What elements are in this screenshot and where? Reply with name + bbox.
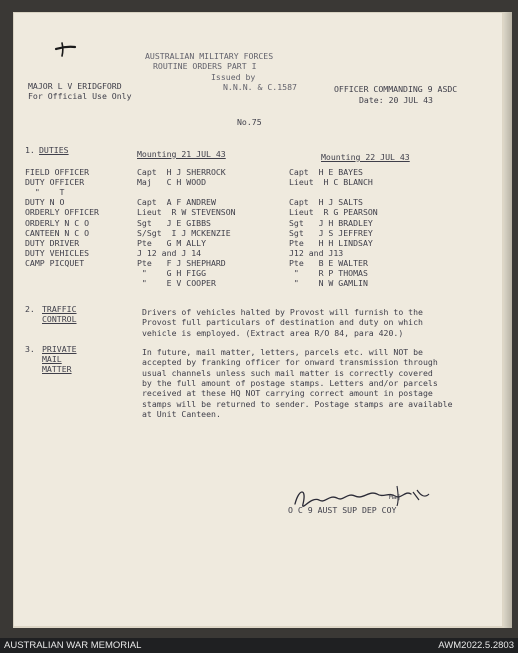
duty-label: DUTY N O: [25, 197, 65, 208]
body-text-line: at Unit Canteen.: [142, 408, 221, 419]
mounting-1-entry: Sgt J E GIBBS: [137, 217, 211, 228]
archive-footer: [0, 638, 518, 653]
mounting-2-entry: Lieut H C BLANCH: [289, 177, 373, 188]
mounting-heading-1: Mounting 21 JUL 43: [137, 149, 226, 159]
archive-reference: AWM2022.5.2803: [438, 640, 514, 651]
mounting-1-entry: Capt H J SHERROCK: [137, 167, 226, 177]
mounting-1-entry: Capt A F ANDREW: [137, 197, 216, 208]
body-text-line: Provost full particulars of destination and duty on which: [142, 317, 423, 328]
mounting-1-entry: Lieut R W STEVENSON: [137, 207, 236, 218]
commanding-officer: OFFICER COMMANDING 9 ASDC: [334, 84, 458, 94]
title-line-1: AUSTRALIAN MILITARY FORCES: [145, 51, 274, 61]
mounting-2-entry: " N W GAMLIN: [289, 278, 368, 289]
section-3-heading-line-2: MAIL: [42, 354, 62, 364]
document-page: [13, 12, 504, 628]
mounting-1-entry: " G H FIGG: [137, 268, 207, 278]
body-text-line: In future, mail matter, letters, parcels etc. will NOT be: [142, 347, 423, 357]
duty-label: DUTY DRIVER: [25, 237, 80, 248]
section-3-heading-line-1: PRIVATE: [42, 344, 77, 354]
reference-number: N.N.N. & C.1587: [223, 82, 297, 92]
mounting-2-entry: Sgt J H BRADLEY: [289, 217, 373, 228]
handwritten-mark: [53, 40, 79, 58]
body-text-line: vehicle is employed. (Extract area R/O 84, para 420.): [142, 327, 404, 338]
issuer-name: MAJOR L V ERIDGFORD: [28, 81, 122, 91]
mounting-2-entry: Sgt J S JEFFREY: [289, 227, 373, 238]
mounting-1-entry: " E V COOPER: [137, 278, 216, 289]
duty-label: ORDERLY OFFICER: [25, 207, 99, 218]
mounting-1-entry: Pte F J SHEPHARD: [137, 257, 226, 268]
archive-name: AUSTRALIAN WAR MEMORIAL: [4, 640, 142, 651]
duty-label: CAMP PICQUET: [25, 257, 85, 268]
mounting-1-entry: Pte G M ALLY: [137, 237, 207, 248]
signature-block: O C 9 AUST SUP DEP COY: [288, 505, 397, 515]
mounting-2-entry: Pte H H LINDSAY: [289, 237, 373, 248]
mounting-1-entry: Maj C H WOOD: [137, 177, 207, 188]
official-use: For Official Use Only: [28, 91, 132, 101]
body-text-line: received at these HQ NOT carrying correct amount in postage: [142, 388, 433, 399]
mounting-2-entry: Capt H J SALTS: [289, 197, 363, 208]
duties-heading: DUTIES: [39, 145, 69, 155]
mounting-2-entry: Pte B E WALTER: [289, 257, 368, 268]
mounting-2-entry: Capt H E BAYES: [289, 167, 363, 177]
title-line-2: ROUTINE ORDERS PART I: [153, 61, 257, 71]
body-text-line: usual channels unless such mail matter is correctly covered: [142, 367, 433, 378]
section-2-heading-line-2: CONTROL: [42, 314, 77, 324]
duty-label: CANTEEN N C O: [25, 227, 90, 238]
duty-label: ORDERLY N C O: [25, 217, 90, 228]
mounting-2-entry: " R P THOMAS: [289, 268, 368, 278]
order-date: Date: 20 JUL 43: [359, 95, 433, 105]
body-text-line: accepted by franking officer for onward transmission through: [142, 357, 438, 368]
mounting-heading-2: Mounting 22 JUL 43: [321, 152, 410, 162]
body-text-line: by the full amount of postage stamps. Letters and/or parcels: [142, 377, 438, 388]
mounting-1-entry: J 12 and J 14: [137, 247, 202, 258]
order-number: No.75: [237, 117, 262, 127]
mounting-2-entry: J12 and J13: [289, 247, 344, 258]
duty-label: DUTY OFFICER: [25, 177, 85, 188]
duty-label: FIELD OFFICER: [25, 167, 90, 177]
mounting-1-entry: S/Sgt I J MCKENZIE: [137, 227, 231, 238]
duties-number: 1.: [25, 145, 35, 155]
signature-rank: Maj: [389, 493, 401, 501]
section-2-heading-line-1: TRAFFIC: [42, 304, 77, 314]
issued-by: Issued by: [211, 72, 256, 82]
section-2-number: 2.: [25, 304, 35, 314]
duty-label: DUTY VEHICLES: [25, 247, 90, 258]
body-text-line: stamps will be returned to sender. Postage stamps are available: [142, 398, 453, 409]
section-3-number: 3.: [25, 344, 35, 354]
body-text-line: Drivers of vehicles halted by Provost will furnish to the: [142, 307, 423, 317]
mounting-2-entry: Lieut R G PEARSON: [289, 207, 378, 218]
section-3-heading-line-3: MATTER: [42, 364, 72, 374]
duty-label: " T: [25, 187, 65, 198]
page-edge: [504, 12, 512, 628]
